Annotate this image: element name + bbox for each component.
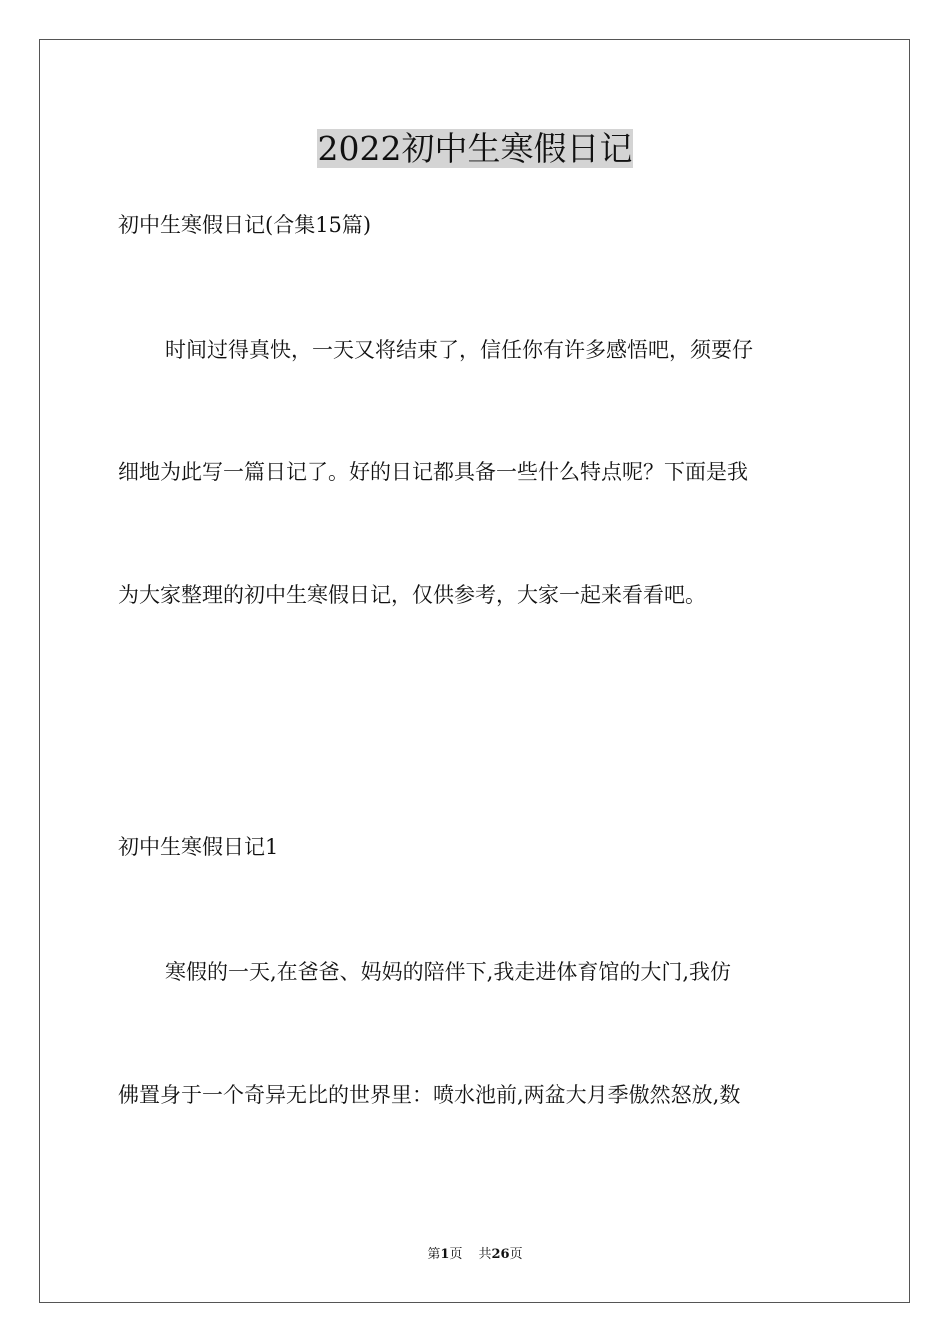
- document-title: [0, 127, 950, 171]
- footer-total-pages: 26: [491, 1247, 510, 1262]
- footer-total-suffix: 页: [509, 1247, 523, 1262]
- page-footer: [0, 1246, 950, 1264]
- body-line-1: 寒假的一天,在爸爸、妈妈的陪伴下,我走进体育馆的大门,我仿: [165, 960, 732, 984]
- footer-total-prefix: 共: [478, 1247, 492, 1262]
- section-heading: 初中生寒假日记1: [118, 835, 279, 859]
- intro-line-3: 为大家整理的初中生寒假日记，仅供参考，大家一起来看看吧。: [118, 583, 706, 607]
- document-title-text: 2022初中生寒假日记: [317, 129, 633, 168]
- footer-page-number: 1: [440, 1247, 450, 1262]
- document-subtitle: 初中生寒假日记(合集15篇): [118, 213, 372, 237]
- intro-line-1: 时间过得真快，一天又将结束了，信任你有许多感悟吧，须要仔: [165, 338, 753, 362]
- footer-page-suffix: 页: [449, 1247, 463, 1262]
- footer-page-prefix: 第: [427, 1247, 441, 1262]
- intro-line-2: 细地为此写一篇日记了。好的日记都具备一些什么特点呢？下面是我: [118, 460, 748, 484]
- body-line-2: 佛置身于一个奇异无比的世界里：喷水池前,两盆大月季傲然怒放,数: [118, 1083, 741, 1107]
